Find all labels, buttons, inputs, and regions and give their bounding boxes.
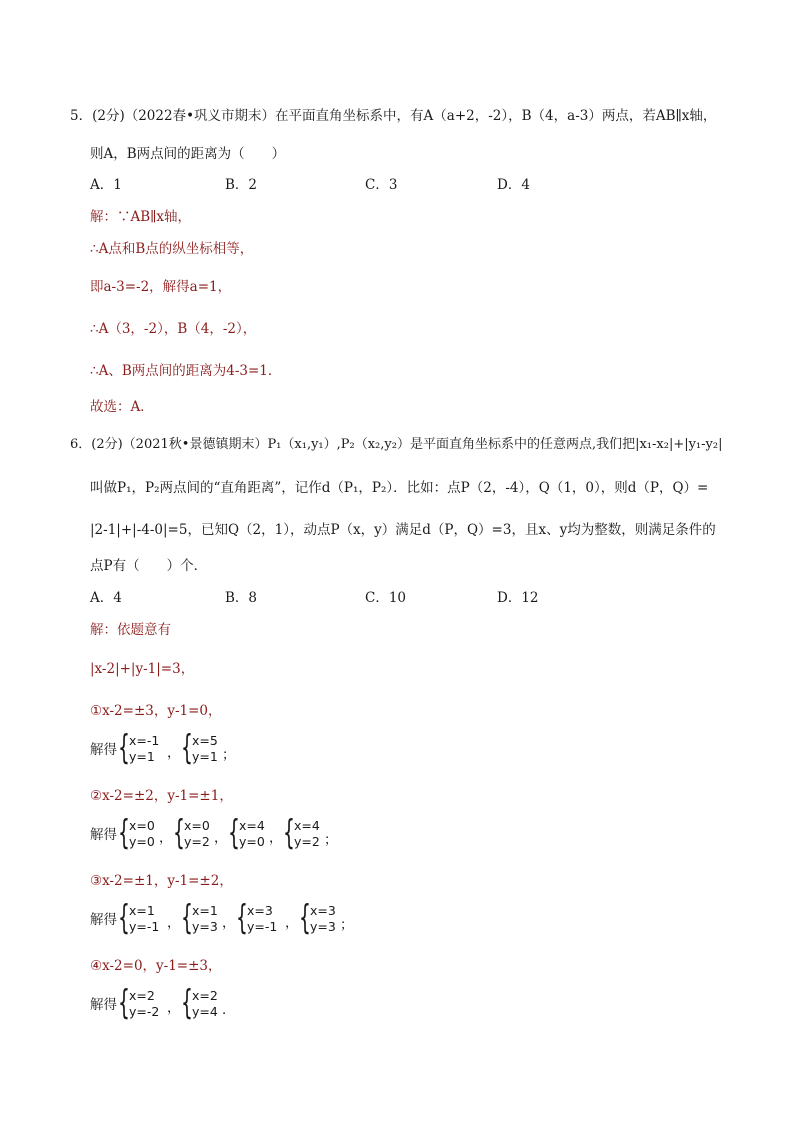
q6-case-2-head: ②x-2=±2，y-1=±1， (90, 788, 233, 804)
equation-y: y=3 (192, 919, 218, 934)
comma-separator: ， (167, 915, 181, 931)
equation-y: y=2 (294, 834, 320, 849)
equation-x: x=3 (310, 903, 336, 918)
q6-stem-line1: 6．(2分)（2021秋•景德镇期末）P₁（x₁,y₁）,P₂（x₂,y₂）是平面直角坐标系中的任意两点,我们把|x₁-x₂|+|y₁-y₂| (70, 437, 723, 452)
q5-option-c: C．3 (365, 177, 398, 193)
q6-option-d: D．12 (497, 590, 539, 606)
equation-x: x=5 (192, 733, 218, 748)
q5-answer: 故选：A． (90, 399, 154, 415)
q5-solution-line5: ∴A、B两点间的距离为4-3=1． (90, 363, 282, 379)
q6-case-3-prefix: 解得 (90, 912, 117, 928)
comma-separator: ， (214, 830, 228, 846)
equation-x: x=1 (192, 903, 218, 918)
equation-system (247, 903, 277, 935)
comma-separator: ， (167, 745, 181, 761)
equation-x: x=0 (184, 818, 210, 833)
equation-system (239, 818, 265, 850)
brace-icon: { (118, 983, 130, 1023)
q5-solution-line3: 即a-3=-2，解得a=1， (90, 279, 232, 295)
end-punctuation: ； (222, 747, 236, 763)
equation-x: x=4 (294, 818, 320, 833)
q5-options (90, 176, 590, 194)
equation-system (192, 733, 218, 765)
equation-system (294, 818, 320, 850)
end-punctuation: ； (340, 917, 354, 933)
q6-option-a: A．4 (90, 590, 122, 606)
q5-option-b: B．2 (225, 177, 258, 193)
q6-option-b: B．8 (225, 590, 258, 606)
q6-case-3-head: ③x-2=±1，y-1=±2， (90, 873, 233, 889)
brace-icon: { (181, 898, 193, 938)
equation-system (192, 903, 218, 935)
equation-x: x=3 (247, 903, 273, 918)
q5-stem-line2: 则A，B两点间的距离为（ ） (90, 146, 286, 162)
q6-stem-line4: 点P有（ ）个． (90, 558, 208, 574)
equation-system (129, 903, 159, 935)
q6-case-1-head: ①x-2=±3，y-1=0， (90, 703, 222, 719)
equation-y: y=0 (129, 834, 155, 849)
equation-system (310, 903, 336, 935)
equation-y: y=4 (192, 1004, 218, 1019)
q6-solution-intro: 解：依题意有 (90, 622, 171, 638)
comma-separator: ， (159, 830, 173, 846)
brace-icon: { (118, 813, 130, 853)
q5-stem-line1: 5．(2分)（2022春•巩义市期末）在平面直角坐标系中，有A（a+2，-2），B（4，a-3）两点，若AB∥x轴， (70, 108, 717, 124)
q6-options (90, 589, 590, 607)
end-punctuation: ； (324, 832, 338, 848)
brace-icon: { (299, 898, 311, 938)
equation-x: x=2 (129, 988, 155, 1003)
brace-icon: { (228, 813, 240, 853)
brace-icon: { (181, 983, 193, 1023)
equation-system (129, 733, 159, 765)
comma-separator: ， (222, 915, 236, 931)
comma-separator: ， (285, 915, 299, 931)
equation-system (129, 988, 159, 1020)
comma-separator: ， (167, 1000, 181, 1016)
equation-x: x=1 (129, 903, 155, 918)
equation-x: x=0 (129, 818, 155, 833)
brace-icon: { (236, 898, 248, 938)
q5-option-d: D．4 (497, 177, 530, 193)
brace-icon: { (118, 898, 130, 938)
brace-icon: { (173, 813, 185, 853)
q6-stem-line2: 叫做P₁，P₂两点间的“直角距离”，记作d（P₁，P₂）．比如：点P（2，-4），Q（1，0），则d（P，Q）= (90, 480, 709, 496)
equation-x: x=-1 (129, 733, 160, 748)
brace-icon: { (118, 728, 130, 768)
brace-icon: { (283, 813, 295, 853)
equation-system (184, 818, 210, 850)
equation-y: y=3 (310, 919, 336, 934)
q5-solution-line4: ∴A（3，-2），B（4，-2）， (90, 321, 257, 337)
end-punctuation: ． (222, 1002, 236, 1018)
q6-option-c: C．10 (365, 590, 407, 606)
equation-y: y=-1 (129, 919, 160, 934)
equation-y: y=-1 (247, 919, 278, 934)
q6-solution-equation: |x-2|+|y-1|=3， (90, 661, 195, 677)
equation-x: x=4 (239, 818, 265, 833)
equation-y: y=-2 (129, 1004, 160, 1019)
equation-y: y=0 (239, 834, 265, 849)
equation-system (192, 988, 218, 1020)
q6-case-2-prefix: 解得 (90, 827, 117, 843)
brace-icon: { (181, 728, 193, 768)
equation-y: y=1 (129, 749, 155, 764)
equation-x: x=2 (192, 988, 218, 1003)
equation-y: y=1 (192, 749, 218, 764)
comma-separator: ， (269, 830, 283, 846)
q5-solution-line2: ∴A点和B点的纵坐标相等， (90, 241, 254, 257)
q5-solution-line1: 解：∵AB∥x轴， (90, 209, 192, 225)
equation-system (129, 818, 155, 850)
q5-option-a: A．1 (90, 177, 122, 193)
q6-case-1-prefix: 解得 (90, 742, 117, 758)
q6-case-4-prefix: 解得 (90, 997, 117, 1013)
q6-stem-line3: |2-1|+|-4-0|=5，已知Q（2，1），动点P（x，y）满足d（P，Q）=3，且x、y均为整数，则满足条件的 (90, 522, 716, 538)
q6-case-4-head: ④x-2=0，y-1=±3， (90, 958, 222, 974)
equation-y: y=2 (184, 834, 210, 849)
